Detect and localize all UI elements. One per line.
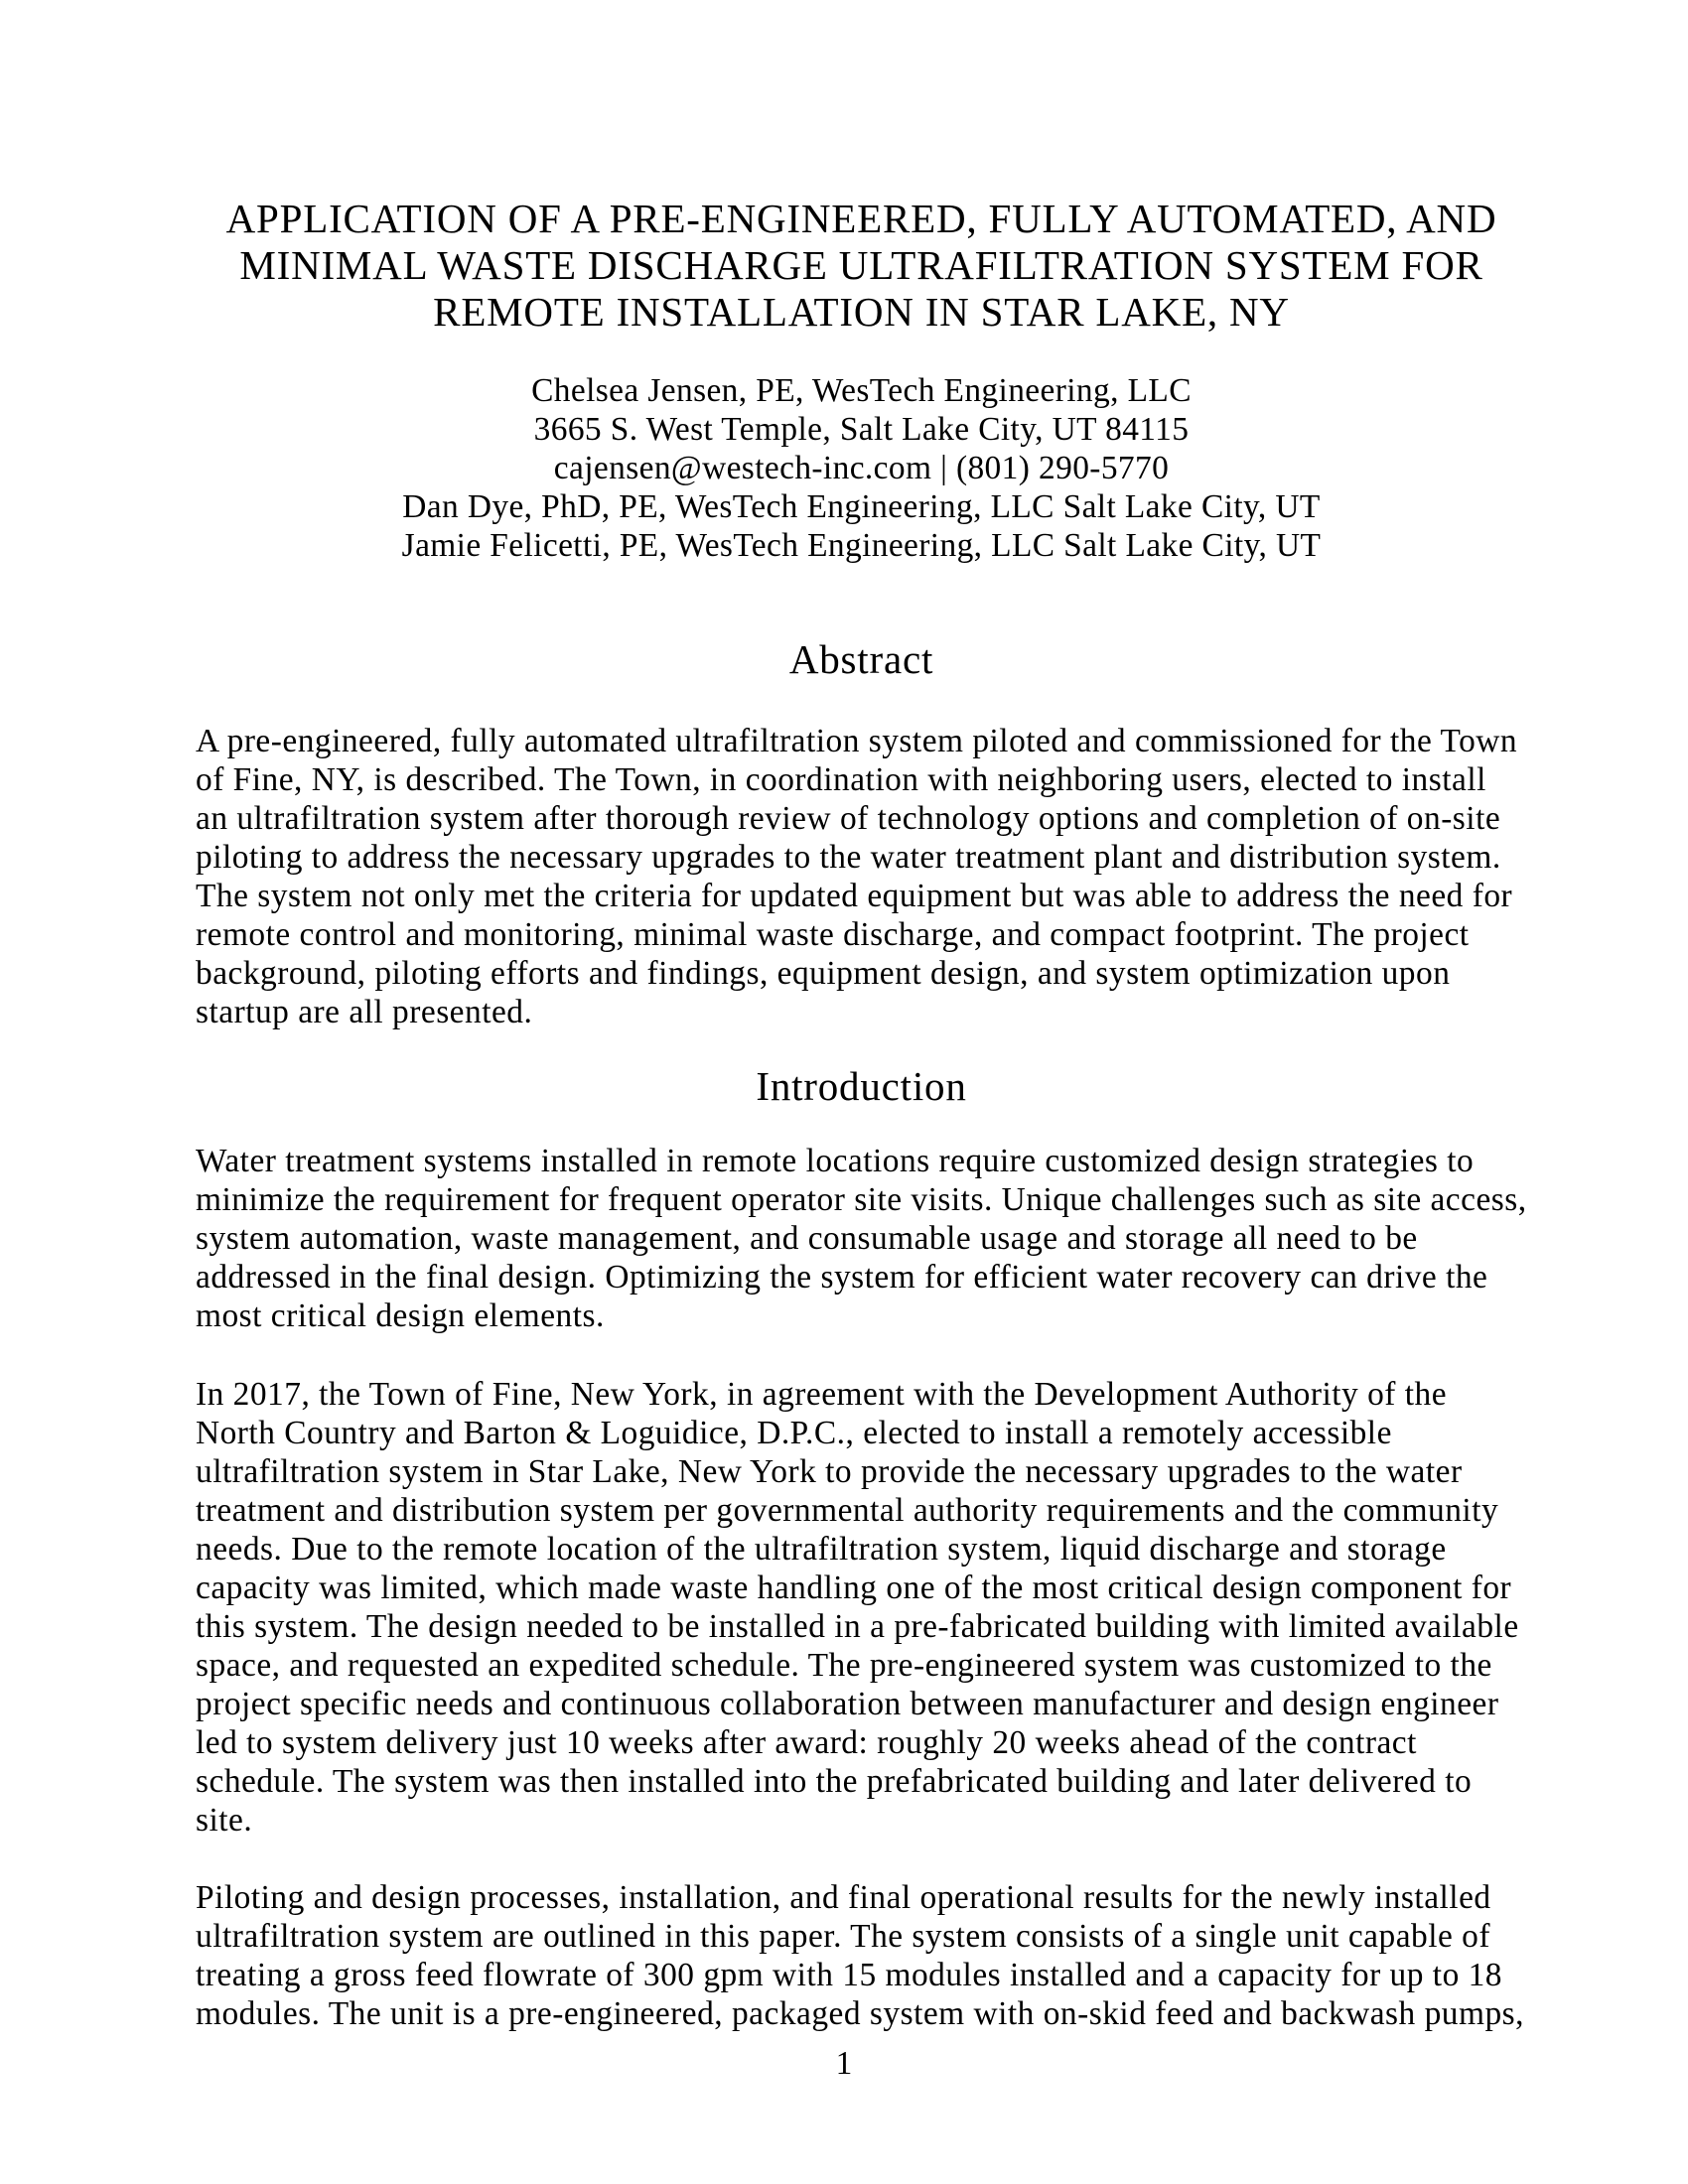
paper-title <box>196 0 1527 336</box>
author-name-second: Dan Dye, PhD, PE, WesTech Engineering, LLC Salt Lake City, UT <box>402 488 1321 525</box>
section-heading-introduction: Introduction <box>756 1063 967 1109</box>
introduction-paragraph-1: Water treatment systems installed in remote locations require customized design strategies to minimize the requirement for frequent operator site visits. Unique challenges such as site access, system automation, waste management, and consumable usage and storage all need to be addressed in the final design. Optimizing the system for efficient water recovery can drive the most critical design elements. <box>196 1143 1527 1334</box>
author-address: 3665 S. West Temple, Salt Lake City, UT 84115 <box>533 411 1190 448</box>
introduction-paragraph-3: Piloting and design processes, installation, and final operational results for the newly installed ultrafiltration system are outlined in this paper. The system consists of a single unit capable of treating a gross feed flowrate of 300 gpm with 15 modules installed and a capacity for up to 18 modules. The unit is a pre-engineered, packaged system with on-skid feed and backwash pumps, <box>196 1879 1524 2032</box>
introduction-paragraph-2: In 2017, the Town of Fine, New York, in agreement with the Development Authority of the North Country and Barton & Loguidice, D.P.C., elected to install a remotely accessible ultrafiltration system in Star Lake, New York to provide the necessary upgrades to the water treatment and distribution system per governmental authority requirements and the community needs. Due to the remote location of the ultrafiltration system, liquid discharge and storage capacity was limited, which made waste handling one of the most critical design component for this system. The design needed to be installed in a pre-fabricated building with limited available space, and requested an expedited schedule. The pre-engineered system was customized to the project specific needs and continuous collaboration between manufacturer and design engineer led to system delivery just 10 weeks after award: roughly 20 weeks ahead of the contract schedule. The system was then installed into the prefabricated building and later delivered to site. <box>196 1376 1519 1839</box>
paper-title-line-3: REMOTE INSTALLATION IN STAR LAKE, NY <box>433 289 1290 335</box>
page-number: 1 <box>835 2045 853 2082</box>
paper-title-line-1: APPLICATION OF A PRE-ENGINEERED, FULLY AUTOMATED, AND <box>225 196 1497 241</box>
author-block <box>196 371 1527 565</box>
section-heading-abstract: Abstract <box>788 636 934 682</box>
author-contact: cajensen@westech-inc.com | (801) 290-5770 <box>553 450 1170 486</box>
author-name-primary: Chelsea Jensen, PE, WesTech Engineering, LLC <box>531 372 1192 409</box>
page-content <box>196 0 1527 2033</box>
author-name-third: Jamie Felicetti, PE, WesTech Engineering, LLC Salt Lake City, UT <box>401 527 1322 564</box>
abstract-paragraph: A pre-engineered, fully automated ultrafiltration system piloted and commissioned for the Town of Fine, NY, is described. The Town, in coordination with neighboring users, elected to install an ultrafiltration system after thorough review of technology options and completion of on-site piloting to address the necessary upgrades to the water treatment plant and distribution system. The system not only met the criteria for updated equipment but was able to address the need for remote control and monitoring, minimal waste discharge, and compact footprint. The project background, piloting efforts and findings, equipment design, and system optimization upon startup are all presented. <box>196 723 1518 1030</box>
paper-title-line-2: MINIMAL WASTE DISCHARGE ULTRAFILTRATION SYSTEM FOR <box>239 242 1483 288</box>
